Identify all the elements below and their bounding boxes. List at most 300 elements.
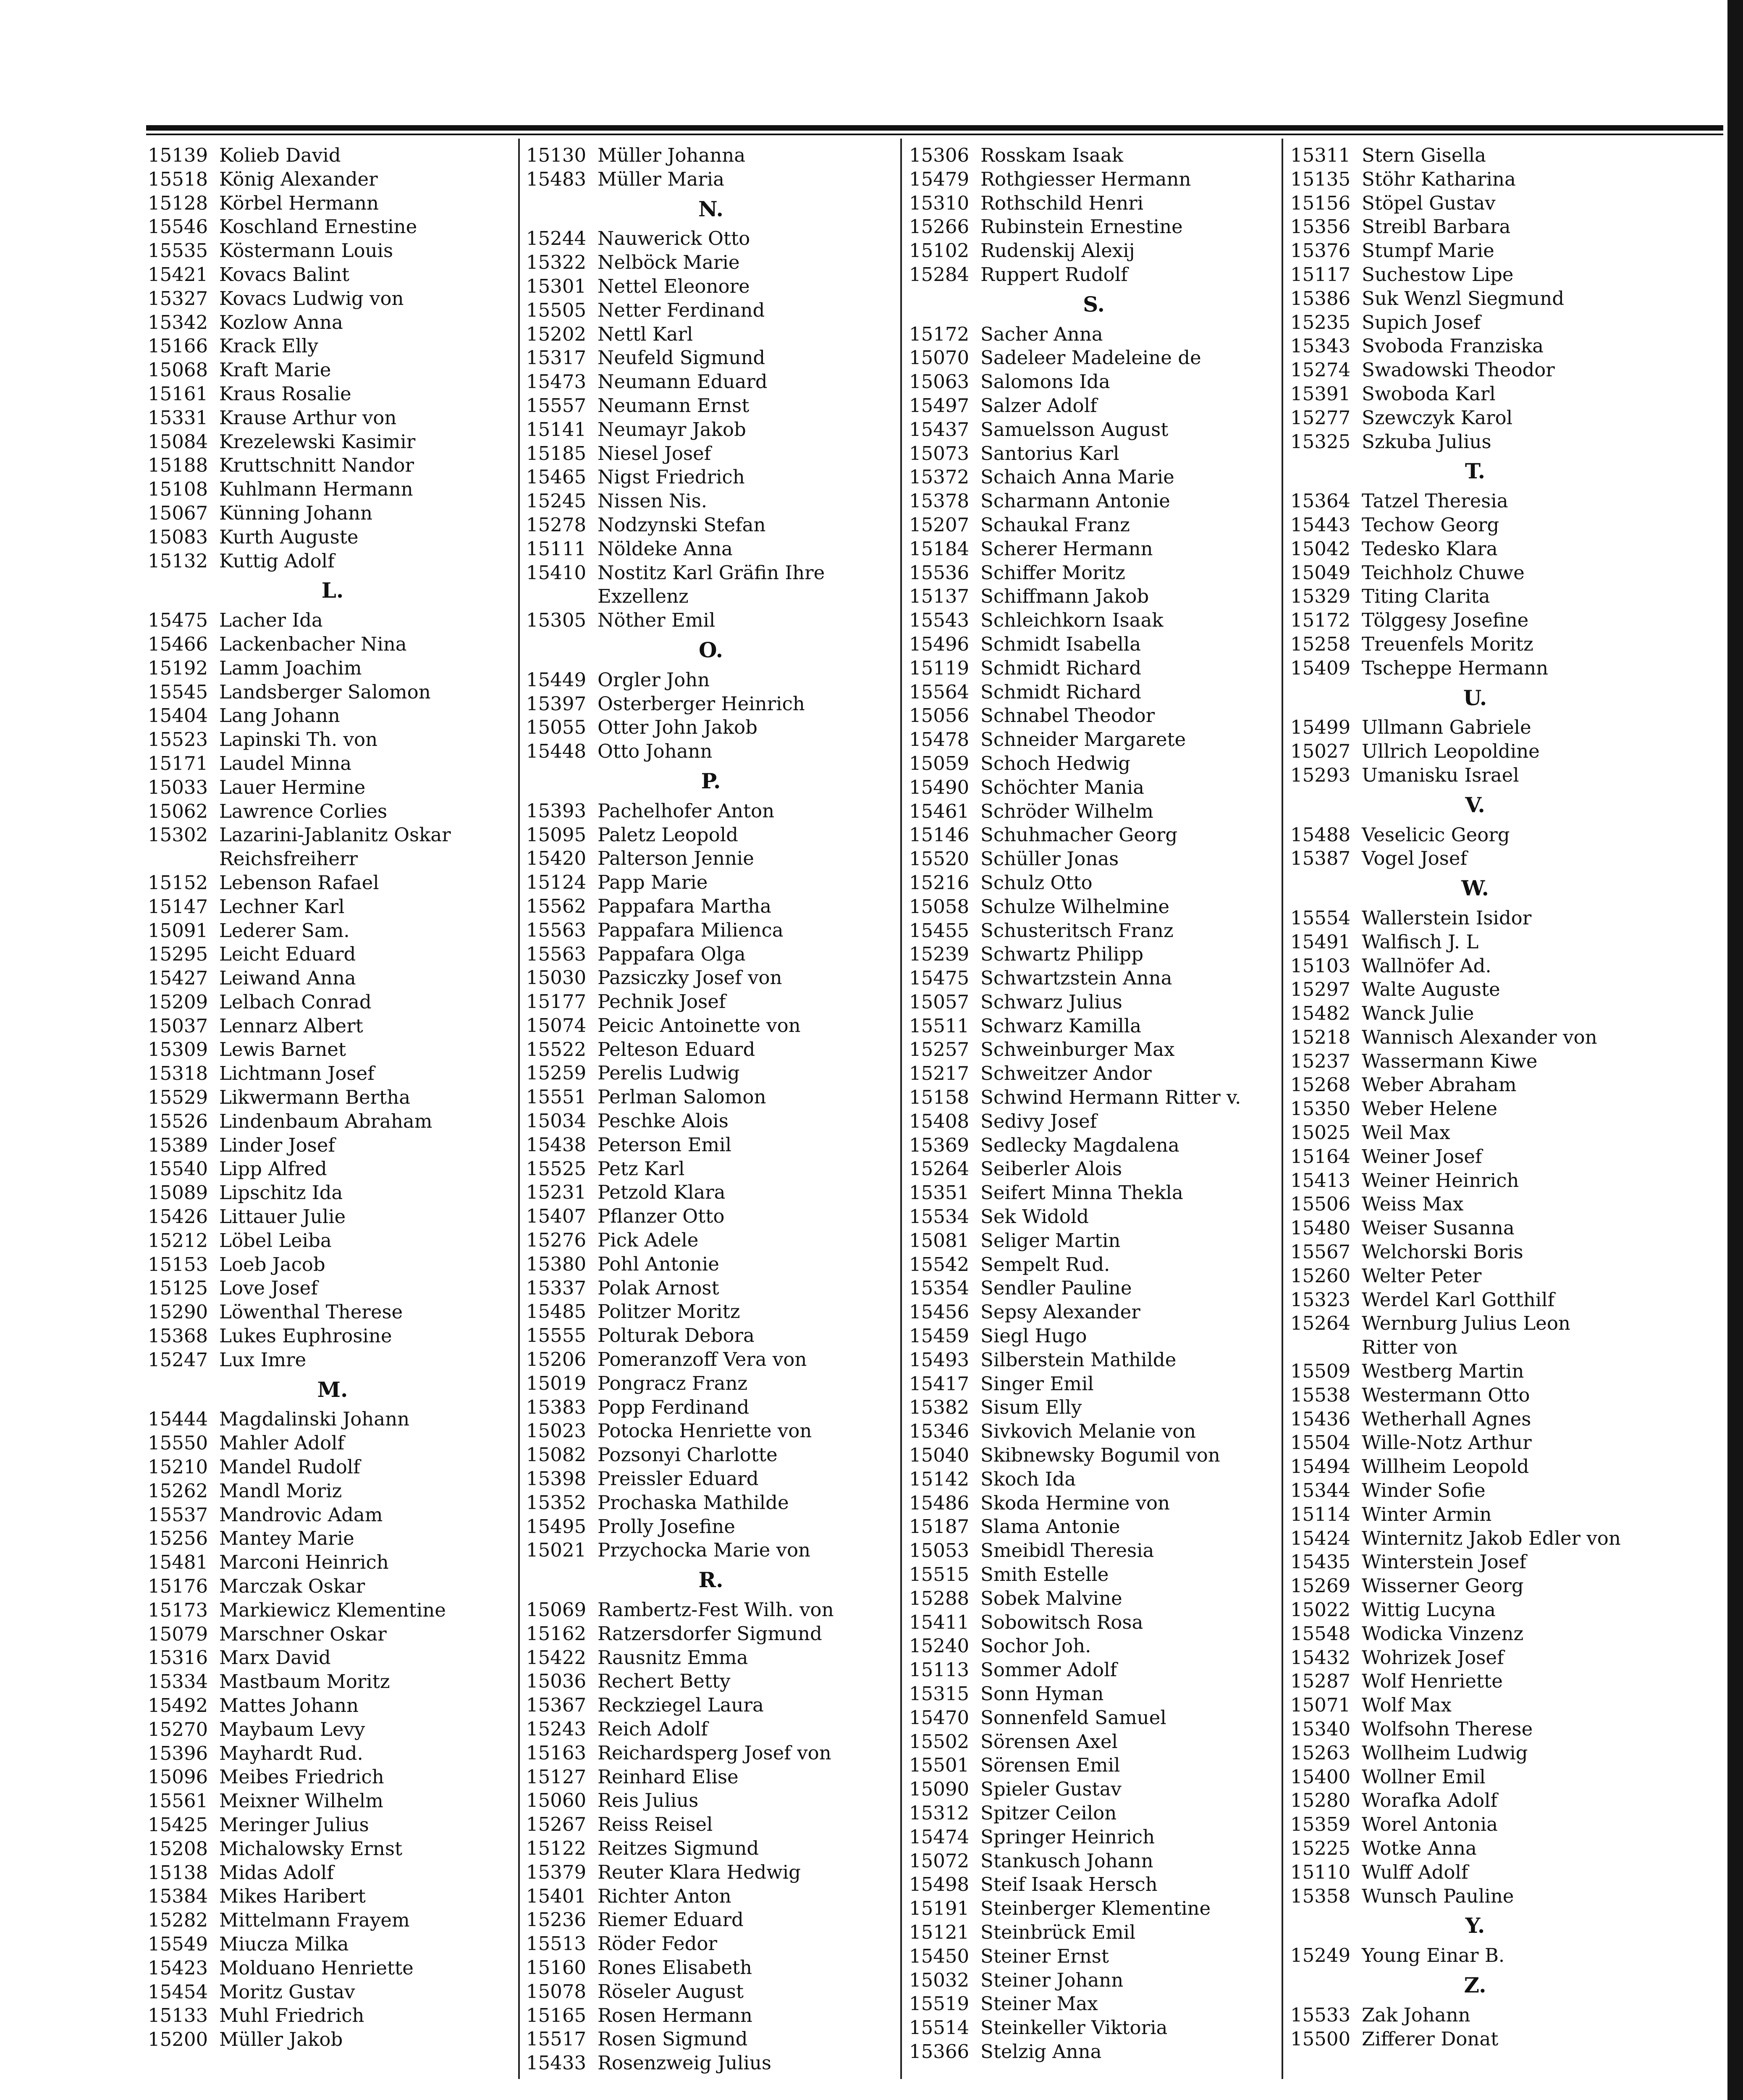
list-entry <box>148 239 517 263</box>
entry-number: 15290 <box>148 1301 208 1323</box>
entry-number: 15231 <box>526 1181 587 1204</box>
entry-name: Sonnenfeld Samuel <box>980 1706 1166 1729</box>
entry-number: 15479 <box>909 168 970 190</box>
entry-number: 15346 <box>909 1420 970 1443</box>
entry-name: Schwind Hermann Ritter v. <box>980 1086 1241 1109</box>
list-entry <box>909 990 1279 1014</box>
entry-name: Laudel Minna <box>219 752 352 774</box>
list-entry <box>909 370 1279 394</box>
entry-number: 15449 <box>526 668 587 691</box>
entry-name: Rosskam Isaak <box>980 144 1124 166</box>
list-entry <box>909 1706 1279 1730</box>
entry-name: Szewczyk Karol <box>1362 406 1513 429</box>
entry-name: Westermann Otto <box>1362 1383 1530 1406</box>
list-entry <box>148 1527 517 1551</box>
entry-number: 15417 <box>909 1372 970 1395</box>
entry-number: 15208 <box>148 1837 208 1860</box>
column-separator <box>1282 139 1283 2079</box>
entry-number: 15499 <box>1290 716 1351 739</box>
list-entry <box>148 168 517 192</box>
entry-name: Steif Isaak Hersch <box>980 1873 1158 1896</box>
entry-number: 15059 <box>909 752 970 774</box>
entry-name: Nöldeke Anna <box>598 537 733 560</box>
entry-number: 15518 <box>148 168 208 190</box>
entry-number: 15202 <box>526 323 587 345</box>
list-entry <box>1290 1527 1660 1551</box>
entry-number: 15165 <box>526 2004 587 2026</box>
entry-number: 15540 <box>148 1158 208 1180</box>
entry-name: Ullmann Gabriele <box>1362 716 1531 739</box>
entry-number: 15478 <box>909 728 970 751</box>
entry-name: Slama Antonie <box>980 1515 1120 1538</box>
entry-number: 15421 <box>148 263 208 286</box>
entry-number: 15409 <box>1290 656 1351 679</box>
entry-name: Szkuba Julius <box>1362 430 1491 453</box>
entry-number: 15550 <box>148 1432 208 1454</box>
entry-number: 15492 <box>148 1694 208 1717</box>
entry-number: 15240 <box>909 1635 970 1657</box>
entry-number: 15192 <box>148 656 208 679</box>
entry-number: 15295 <box>148 943 208 966</box>
entry-number: 15158 <box>909 1086 970 1109</box>
list-entry <box>526 1181 896 1205</box>
list-entry <box>526 323 896 346</box>
entry-number: 15095 <box>526 823 587 846</box>
entry-number: 15244 <box>526 227 587 250</box>
list-entry <box>148 1348 517 1372</box>
entry-name: Worafka Adolf <box>1362 1789 1498 1812</box>
entry-name: Neufeld Sigmund <box>598 346 765 369</box>
entry-name: Mandl Moriz <box>219 1479 342 1502</box>
list-entry <box>1290 1026 1660 1050</box>
name-column-4 <box>1290 144 1660 2051</box>
entry-name: Schwartzstein Anna <box>980 967 1172 990</box>
list-entry <box>909 1921 1279 1945</box>
list-entry <box>148 215 517 239</box>
list-entry <box>526 609 896 633</box>
list-entry <box>526 346 896 370</box>
entry-number: 15259 <box>526 1062 587 1084</box>
entry-name: Sedivy Josef <box>980 1110 1097 1132</box>
entry-name: Künning Johann <box>219 501 372 524</box>
entry-number: 15561 <box>148 1790 208 1812</box>
list-entry <box>909 1396 1279 1420</box>
entry-number: 15500 <box>1290 2027 1351 2050</box>
entry-name: Wodicka Vinzenz <box>1362 1622 1524 1645</box>
entry-name: Lichtmann Josef <box>219 1062 375 1085</box>
list-entry <box>1290 716 1660 740</box>
list-entry <box>1290 334 1660 358</box>
entry-number: 15262 <box>148 1479 208 1502</box>
list-entry <box>148 966 517 990</box>
list-entry <box>148 1431 517 1455</box>
list-entry <box>148 334 517 358</box>
entry-name: Spitzer Ceilon <box>980 1801 1117 1824</box>
entry-number: 15461 <box>909 800 970 822</box>
entry-number: 15236 <box>526 1908 587 1931</box>
entry-name: Orgler John <box>598 668 710 691</box>
entry-number: 15315 <box>909 1683 970 1705</box>
entry-name: Landsberger Salomon <box>219 680 431 703</box>
entry-name: Rothgiesser Hermann <box>980 168 1191 190</box>
entry-name: Winder Sofie <box>1362 1479 1486 1502</box>
list-entry <box>148 501 517 525</box>
entry-name: Schwartz Philipp <box>980 943 1144 966</box>
list-entry <box>148 609 517 633</box>
entry-number: 15562 <box>526 895 587 917</box>
entry-number: 15021 <box>526 1539 587 1562</box>
entry-number: 15071 <box>1290 1694 1351 1717</box>
entry-name: Zak Johann <box>1362 2003 1470 2026</box>
list-entry <box>526 1717 896 1741</box>
section-letter-heading: O. <box>698 637 723 662</box>
entry-name: Santorius Karl <box>980 442 1119 465</box>
list-entry <box>909 263 1279 287</box>
entry-number: 15216 <box>909 871 970 894</box>
entry-number: 15433 <box>526 2052 587 2074</box>
entry-number: 15466 <box>148 633 208 655</box>
list-entry <box>526 919 896 942</box>
entry-name: Sedlecky Magdalena <box>980 1134 1179 1156</box>
section-letter-heading: U. <box>1463 685 1487 710</box>
entry-number: 15037 <box>148 1014 208 1037</box>
entry-number: 15058 <box>909 895 970 918</box>
list-entry <box>1290 1789 1660 1813</box>
entry-name: Schröder Wilhelm <box>980 800 1153 822</box>
list-entry <box>148 1622 517 1646</box>
list-entry <box>526 1348 896 1372</box>
list-entry <box>909 1324 1279 1348</box>
entry-name: Wetherhall Agnes <box>1362 1407 1531 1430</box>
list-entry <box>1290 823 1660 847</box>
entry-number: 15404 <box>148 704 208 727</box>
list-entry <box>526 489 896 513</box>
column-separator <box>518 139 520 2079</box>
entry-number: 15534 <box>909 1205 970 1228</box>
entry-number: 15309 <box>148 1038 208 1061</box>
entry-number: 15438 <box>526 1133 587 1156</box>
entry-name: Molduano Henriette <box>219 1956 414 1979</box>
entry-name: Kozlow Anna <box>219 311 343 333</box>
list-entry <box>148 1276 517 1300</box>
name-column-1 <box>148 144 517 2052</box>
list-entry <box>526 1885 896 1908</box>
entry-name: Lipschitz Ida <box>219 1181 343 1204</box>
list-entry <box>909 1372 1279 1396</box>
entry-number: 15555 <box>526 1324 587 1347</box>
entry-number: 15522 <box>526 1038 587 1060</box>
list-entry <box>526 1133 896 1157</box>
entry-name: Streibl Barbara <box>1362 215 1511 238</box>
entry-name: Leicht Eduard <box>219 943 356 966</box>
entry-number: 15536 <box>909 561 970 584</box>
entry-name: Riemer Eduard <box>598 1908 744 1931</box>
entry-number: 15138 <box>148 1861 208 1884</box>
entry-name: Sommer Adolf <box>980 1659 1117 1681</box>
entry-number: 15074 <box>526 1014 587 1037</box>
section-letter-heading: S. <box>1083 291 1105 317</box>
list-entry <box>909 1444 1279 1467</box>
list-entry <box>909 1110 1279 1134</box>
list-entry <box>148 1062 517 1086</box>
entry-number: 15141 <box>526 418 587 441</box>
list-entry <box>1290 287 1660 311</box>
entry-number: 15217 <box>909 1062 970 1085</box>
entry-number: 15172 <box>909 323 970 345</box>
section-letter-heading: Z. <box>1464 1972 1486 1998</box>
entry-name: Wisserner Georg <box>1362 1575 1524 1597</box>
entry-number: 15263 <box>1290 1741 1351 1764</box>
entry-number: 15164 <box>1290 1145 1351 1168</box>
list-entry <box>1290 1192 1660 1216</box>
entry-number: 15474 <box>909 1825 970 1848</box>
list-entry <box>526 1956 896 1980</box>
entry-name: Polak Arnost <box>598 1276 719 1299</box>
entry-name: Wannisch Alexander von <box>1362 1026 1597 1048</box>
entry-number: 15549 <box>148 1932 208 1955</box>
list-entry <box>148 192 517 215</box>
entry-name: Wittig Lucyna <box>1362 1599 1496 1621</box>
entry-number: 15448 <box>526 740 587 763</box>
entry-number: 15423 <box>148 1956 208 1979</box>
entry-name: Krack Elly <box>219 335 318 357</box>
list-entry <box>526 1538 896 1562</box>
list-entry <box>148 2028 517 2052</box>
entry-name: Rubinstein Ernestine <box>980 215 1183 238</box>
entry-name: Ruppert Rudolf <box>980 263 1128 286</box>
list-entry <box>909 192 1279 215</box>
entry-name: Steinkeller Viktoria <box>980 2016 1168 2039</box>
list-entry <box>148 454 517 478</box>
entry-name: Stöpel Gustav <box>1362 192 1496 214</box>
entry-name: Miucza Milka <box>219 1932 349 1955</box>
entry-number: 15113 <box>909 1659 970 1681</box>
entry-name: Kurth Auguste <box>219 525 359 548</box>
list-entry <box>526 2051 896 2075</box>
entry-number: 15397 <box>526 692 587 715</box>
entry-name: Weiser Susanna <box>1362 1217 1515 1239</box>
entry-number: 15280 <box>1290 1789 1351 1812</box>
entry-name: Kuttig Adolf <box>219 549 335 572</box>
entry-name: Lux Imre <box>219 1348 307 1371</box>
entry-number: 15049 <box>1290 561 1351 584</box>
entry-name: Kraus Rosalie <box>219 382 351 405</box>
entry-number: 15119 <box>909 656 970 679</box>
entry-name: Skoda Hermine von <box>980 1491 1170 1514</box>
entry-number: 15268 <box>1290 1074 1351 1096</box>
list-entry <box>148 1575 517 1599</box>
list-entry <box>526 1646 896 1670</box>
entry-name: Scherer Hermann <box>980 537 1153 560</box>
list-entry <box>1290 906 1660 930</box>
entry-number: 15277 <box>1290 406 1351 429</box>
entry-number: 15459 <box>909 1325 970 1347</box>
entry-name: Winterstein Josef <box>1362 1551 1527 1573</box>
list-entry <box>526 1300 896 1324</box>
entry-number: 15480 <box>1290 1217 1351 1239</box>
list-entry <box>909 966 1279 990</box>
list-entry <box>1290 1765 1660 1789</box>
entry-number: 15060 <box>526 1789 587 1812</box>
entry-name: Nigst Friedrich <box>598 466 745 488</box>
entry-name: Pachelhofer Anton <box>598 799 775 822</box>
list-entry <box>909 823 1279 847</box>
list-entry <box>1290 1073 1660 1097</box>
entry-number: 15312 <box>909 1801 970 1824</box>
entry-number: 15033 <box>148 776 208 798</box>
entry-number: 15264 <box>1290 1312 1351 1335</box>
entry-name: Veselicic Georg <box>1362 823 1510 846</box>
entry-number: 15185 <box>526 442 587 465</box>
list-entry <box>148 895 517 919</box>
list-entry <box>909 1801 1279 1825</box>
list-entry <box>909 1181 1279 1205</box>
entry-number: 15432 <box>1290 1646 1351 1669</box>
entry-name: Otter John Jakob <box>598 716 757 739</box>
entry-number: 15111 <box>526 537 587 560</box>
entry-number: 15302 <box>148 824 208 846</box>
list-entry <box>1290 1097 1660 1121</box>
entry-name: Marconi Heinrich <box>219 1551 389 1574</box>
list-entry <box>1290 1216 1660 1240</box>
entry-name: Lindenbaum Abraham <box>219 1110 432 1132</box>
entry-name: Schleichkorn Isaak <box>980 609 1164 632</box>
entry-number: 15162 <box>526 1622 587 1645</box>
list-entry <box>1290 740 1660 764</box>
list-entry <box>148 1599 517 1622</box>
section-letter-heading: R. <box>698 1567 723 1593</box>
entry-name: Wolfsohn Therese <box>1362 1718 1533 1740</box>
list-entry <box>148 1324 517 1348</box>
entry-number: 15342 <box>148 311 208 333</box>
entry-name: Wotke Anna <box>1362 1837 1477 1859</box>
entry-name: Stumpf Marie <box>1362 239 1494 262</box>
entry-name: Wallerstein Isidor <box>1362 906 1532 929</box>
entry-name: Nettel Eleonore <box>598 275 750 297</box>
list-entry <box>1290 144 1660 168</box>
list-entry <box>909 215 1279 239</box>
entry-name: Swadowski Theodor <box>1362 359 1555 381</box>
list-entry <box>1290 1407 1660 1431</box>
list-entry <box>909 1611 1279 1635</box>
list-entry <box>526 668 896 692</box>
entry-name: Tscheppe Hermann <box>1362 656 1549 679</box>
entry-name: Reckziegel Laura <box>598 1694 764 1717</box>
list-entry <box>148 1837 517 1861</box>
entry-number: 15455 <box>909 919 970 942</box>
entry-name: Pechnik Josef <box>598 990 726 1013</box>
entry-number: 15156 <box>1290 192 1351 214</box>
entry-number: 15171 <box>148 752 208 774</box>
entry-name: Markiewicz Klementine <box>219 1599 446 1621</box>
entry-name: Pohl Antonie <box>598 1252 719 1275</box>
list-entry <box>909 1658 1279 1682</box>
entry-number: 15367 <box>526 1694 587 1717</box>
list-entry <box>909 1754 1279 1777</box>
entry-number: 15436 <box>1290 1407 1351 1430</box>
entry-name: Rosenzweig Julius <box>598 2052 771 2074</box>
entry-number: 15267 <box>526 1813 587 1836</box>
entry-number: 15497 <box>909 394 970 417</box>
list-entry <box>909 442 1279 466</box>
list-entry <box>148 525 517 549</box>
list-entry <box>909 1897 1279 1921</box>
entry-number: 15546 <box>148 215 208 238</box>
entry-name: Pongracz Franz <box>598 1372 748 1394</box>
entry-name: Schneider Margarete <box>980 728 1186 751</box>
list-entry <box>909 561 1279 585</box>
list-entry <box>526 1324 896 1348</box>
entry-name: Löwenthal Therese <box>219 1301 403 1323</box>
entry-number: 15124 <box>526 871 587 894</box>
entry-number: 15529 <box>148 1086 208 1109</box>
entry-name: Treuenfels Moritz <box>1362 633 1533 655</box>
entry-number: 15323 <box>1290 1288 1351 1311</box>
entry-name: Pappafara Olga <box>598 942 746 965</box>
list-entry <box>526 2004 896 2028</box>
entry-number: 15509 <box>1290 1360 1351 1383</box>
entry-name: Mahler Adolf <box>219 1432 345 1454</box>
list-entry <box>909 1849 1279 1873</box>
list-entry <box>148 776 517 800</box>
list-entry <box>148 656 517 680</box>
entry-number: 15483 <box>526 168 587 190</box>
list-entry <box>909 418 1279 442</box>
entry-name: Reich Adolf <box>598 1718 708 1740</box>
list-entry <box>148 1479 517 1503</box>
entry-number: 15034 <box>526 1110 587 1132</box>
entry-number: 15481 <box>148 1551 208 1574</box>
entry-number: 15191 <box>909 1897 970 1920</box>
entry-continuation: Reichsfreiherr <box>219 848 358 870</box>
list-entry <box>909 656 1279 680</box>
entry-name: Mantey Marie <box>219 1527 354 1550</box>
list-entry <box>909 1420 1279 1444</box>
entry-number: 15121 <box>909 1921 970 1943</box>
entry-name: Peschke Alois <box>598 1110 729 1132</box>
list-entry <box>148 1110 517 1134</box>
entry-name: Supich Josef <box>1362 311 1481 333</box>
entry-number: 15122 <box>526 1837 587 1859</box>
list-entry <box>148 1038 517 1062</box>
list-entry <box>526 1515 896 1539</box>
entry-number: 15073 <box>909 442 970 465</box>
entry-number: 15354 <box>909 1277 970 1299</box>
list-entry <box>1290 1383 1660 1407</box>
entry-number: 15142 <box>909 1467 970 1490</box>
entry-name: Wunsch Pauline <box>1362 1885 1514 1907</box>
entry-name: Wassermann Kiwe <box>1362 1050 1538 1072</box>
list-entry <box>1290 978 1660 1002</box>
list-entry <box>909 1038 1279 1062</box>
section-letter-heading: W. <box>1461 876 1489 901</box>
entry-name: Love Josef <box>219 1277 318 1299</box>
entry-name: Körbel Hermann <box>219 192 379 214</box>
entry-name: Pflanzer Otto <box>598 1205 725 1228</box>
column-separator <box>900 139 902 2079</box>
entry-number: 15293 <box>1290 764 1351 786</box>
list-entry <box>909 847 1279 871</box>
entry-name: Kovacs Ludwig von <box>219 287 404 310</box>
entry-name: Sempelt Rud. <box>980 1253 1110 1276</box>
entry-name: Stöhr Katharina <box>1362 168 1516 190</box>
entry-number: 15494 <box>1290 1455 1351 1478</box>
entry-number: 15163 <box>526 1741 587 1764</box>
entry-name: Skoch Ida <box>980 1467 1076 1490</box>
entry-name: Muhl Friedrich <box>219 2004 364 2027</box>
list-entry <box>1290 1240 1660 1264</box>
entry-name: Welter Peter <box>1362 1264 1482 1287</box>
